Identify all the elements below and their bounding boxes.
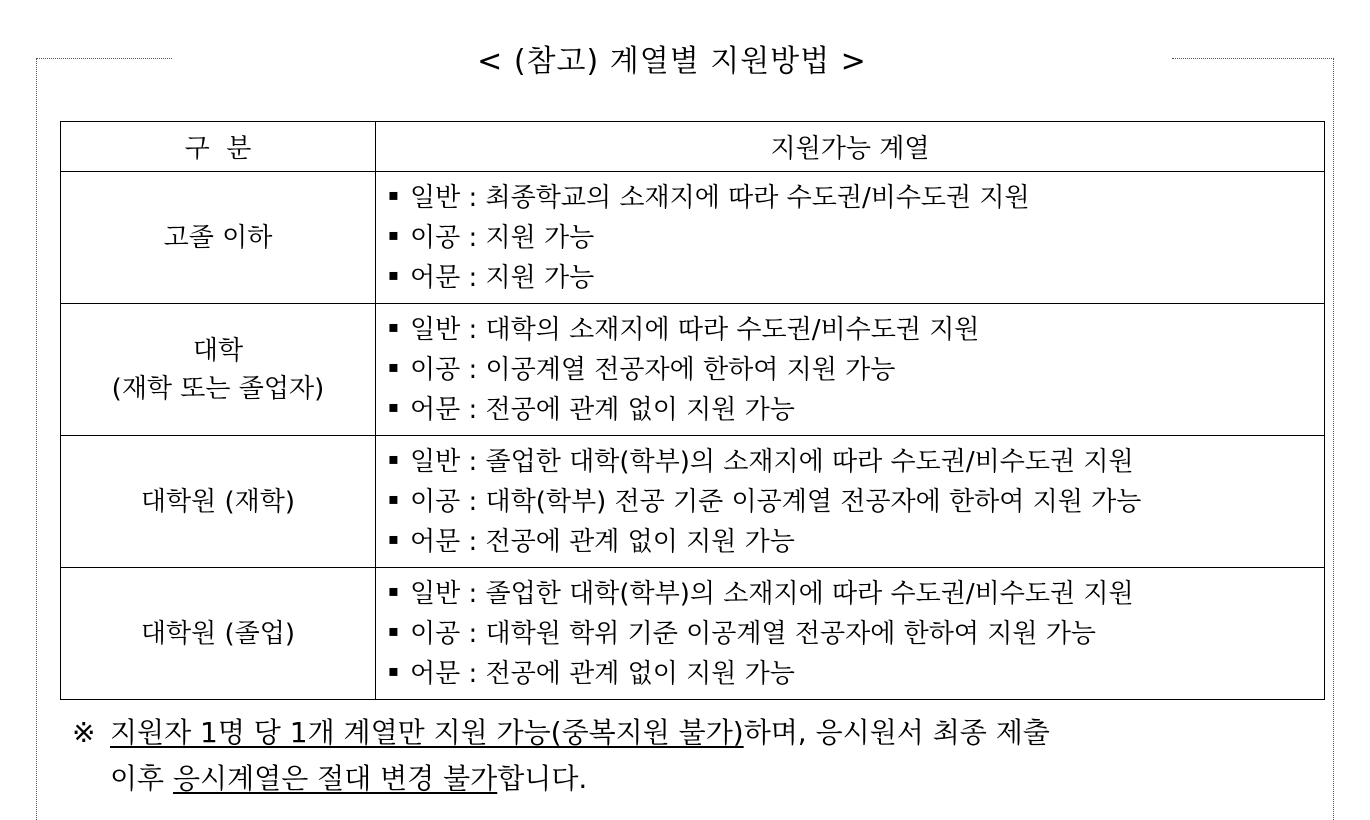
notice-text-2: 이후 — [110, 762, 173, 795]
reference-mark: ※ — [72, 716, 96, 749]
list-item-text: 일반 : 졸업한 대학(학부)의 소재지에 따라 수도권/비수도권 지원 — [410, 578, 1134, 609]
table-header-row — [61, 122, 1325, 172]
list-item-text: 일반 : 졸업한 대학(학부)의 소재지에 따라 수도권/비수도권 지원 — [410, 446, 1134, 477]
square-bullet-icon: ▪ — [388, 449, 399, 468]
list-item-text: 어문 : 전공에 관계 없이 지원 가능 — [410, 526, 795, 557]
notice-underlined-2: 응시계열은 절대 변경 불가 — [173, 762, 498, 795]
notice-underlined-1: 지원자 1명 당 1개 계열만 지원 가능(중복지원 불가) — [110, 716, 744, 749]
reference-table — [60, 121, 1325, 700]
list-item-text: 이공 : 지원 가능 — [410, 222, 595, 253]
square-bullet-icon: ▪ — [388, 489, 399, 508]
frame-right-border — [1333, 58, 1334, 820]
list-item — [388, 442, 1324, 482]
row-category: 대학원 (졸업) — [61, 568, 376, 700]
frame-left-border — [36, 58, 37, 820]
list-item — [388, 654, 1324, 694]
notice — [72, 710, 1322, 802]
row-eligible-fields — [376, 304, 1325, 436]
frame-top-right-border — [1172, 58, 1334, 59]
list-item-text: 일반 : 최종학교의 소재지에 따라 수도권/비수도권 지원 — [410, 182, 1030, 213]
list-item — [388, 614, 1324, 654]
square-bullet-icon: ▪ — [388, 265, 399, 284]
square-bullet-icon: ▪ — [388, 317, 399, 336]
square-bullet-icon: ▪ — [388, 397, 399, 416]
list-item-text: 이공 : 이공계열 전공자에 한하여 지원 가능 — [410, 354, 896, 385]
list-item-text: 이공 : 대학(학부) 전공 기준 이공계열 전공자에 한하여 지원 가능 — [410, 486, 1142, 517]
square-bullet-icon: ▪ — [388, 661, 399, 680]
notice-text-3: 합니다. — [497, 762, 588, 795]
frame-top-left-border — [36, 58, 172, 59]
page-title: < (참고) 계열별 지원방법 > — [477, 44, 867, 79]
list-item-text: 이공 : 대학원 학위 기준 이공계열 전공자에 한하여 지원 가능 — [410, 618, 1096, 649]
list-item — [388, 350, 1324, 390]
square-bullet-icon: ▪ — [388, 621, 399, 640]
list-item — [388, 522, 1324, 562]
row-eligible-fields — [376, 568, 1325, 700]
field-list — [388, 178, 1324, 298]
list-item — [388, 390, 1324, 430]
list-item — [388, 178, 1324, 218]
list-item-text: 어문 : 지원 가능 — [410, 262, 595, 293]
list-item — [388, 482, 1324, 522]
square-bullet-icon: ▪ — [388, 581, 399, 600]
square-bullet-icon: ▪ — [388, 225, 399, 244]
row-eligible-fields — [376, 172, 1325, 304]
list-item-text: 일반 : 대학의 소재지에 따라 수도권/비수도권 지원 — [410, 314, 980, 345]
row-category: 대학 (재학 또는 졸업자) — [61, 304, 376, 436]
field-list — [388, 574, 1324, 694]
field-list — [388, 310, 1324, 430]
list-item — [388, 258, 1324, 298]
header-category: 구 분 — [61, 122, 376, 172]
table-row — [61, 436, 1325, 568]
table-row — [61, 568, 1325, 700]
table-row — [61, 172, 1325, 304]
row-category: 대학원 (재학) — [61, 436, 376, 568]
row-eligible-fields — [376, 436, 1325, 568]
list-item — [388, 310, 1324, 350]
header-eligible-fields: 지원가능 계열 — [376, 122, 1325, 172]
list-item-text: 어문 : 전공에 관계 없이 지원 가능 — [410, 658, 795, 689]
table-row — [61, 304, 1325, 436]
square-bullet-icon: ▪ — [388, 529, 399, 548]
row-category: 고졸 이하 — [61, 172, 376, 304]
field-list — [388, 442, 1324, 562]
list-item — [388, 218, 1324, 258]
square-bullet-icon: ▪ — [388, 185, 399, 204]
notice-text-1: 하며, 응시원서 최종 제출 — [743, 716, 1050, 749]
list-item — [388, 574, 1324, 614]
list-item-text: 어문 : 전공에 관계 없이 지원 가능 — [410, 394, 795, 425]
square-bullet-icon: ▪ — [388, 357, 399, 376]
